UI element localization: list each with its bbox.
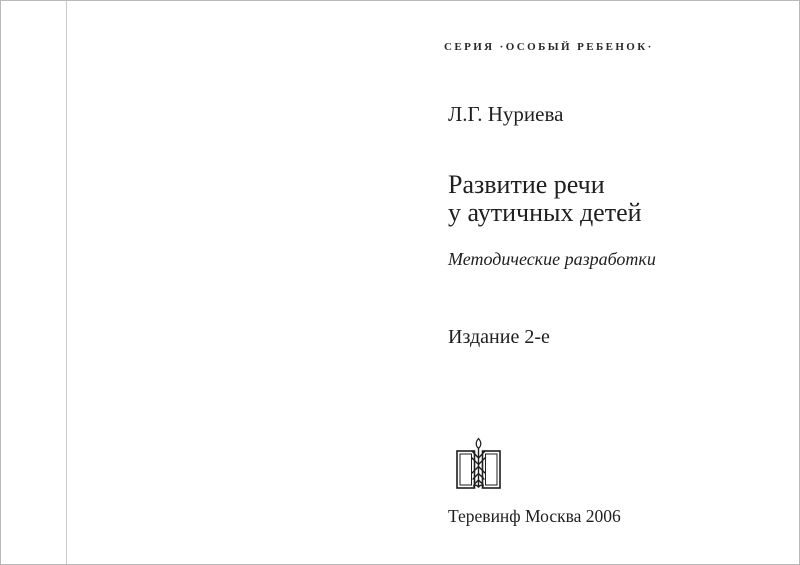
publisher-imprint: Теревинф Москва 2006 <box>448 506 621 526</box>
edition-note: Издание 2-е <box>448 326 550 348</box>
title-line-2: у аутичных детей <box>448 198 642 227</box>
author-name: Л.Г. Нуриева <box>448 102 564 126</box>
publisher-logo-icon <box>454 437 503 493</box>
title-line-1: Развитие речи <box>448 170 605 199</box>
page-gutter-line <box>66 1 67 564</box>
series-label: СЕРИЯ ·ОСОБЫЙ РЕБЕНОК· <box>444 41 654 53</box>
page-title <box>448 171 642 227</box>
subtitle: Методические разработки <box>448 249 656 269</box>
